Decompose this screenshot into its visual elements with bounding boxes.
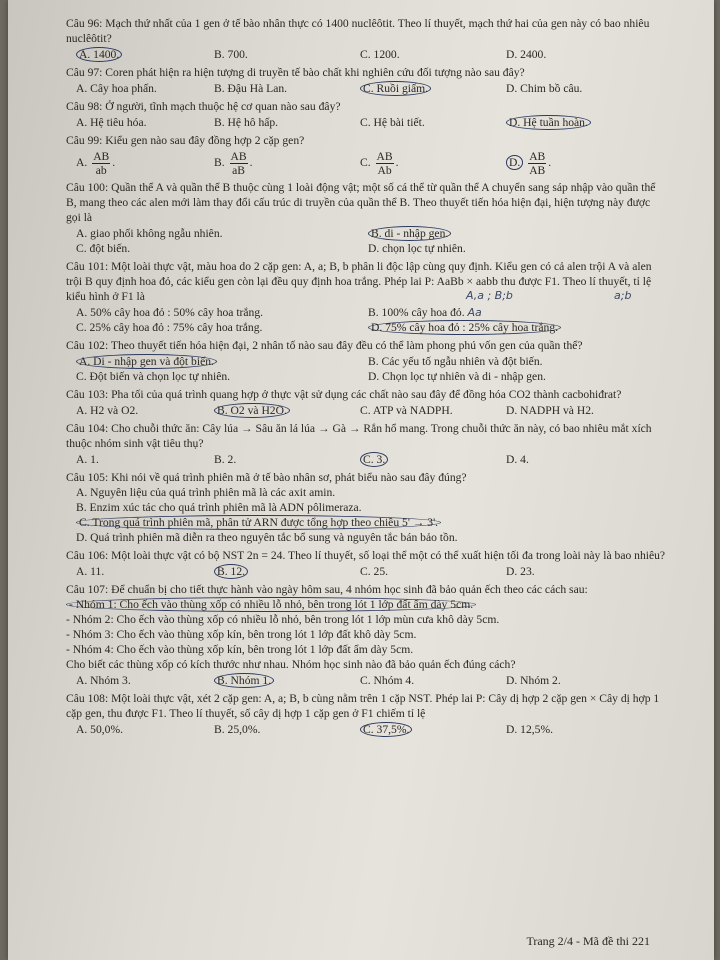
handwritten-note: Aa [467, 306, 482, 319]
option-a[interactable]: A. $\frac{AB}{ab}$ . [76, 150, 116, 177]
option-b[interactable]: B. di - nhập gen. [358, 226, 666, 241]
option-b[interactable]: B. 700. [214, 48, 248, 61]
question-stem: Câu 105: Khi nói về quá trình phiên mã ở tế bào nhân sơ, phát biểu nào sau đây đúng? [66, 471, 467, 484]
question-97 [66, 65, 666, 96]
genotype-fraction: $\frac{AB}{aB}$ [230, 150, 247, 177]
page-footer: Trang 2/4 - Mã đề thi 221 [526, 934, 650, 948]
option-d[interactable]: D. 23. [506, 565, 535, 578]
group-3: - Nhóm 3: Cho ếch vào thùng xốp kín, bên trong lót 1 lớp đất khô dày 5cm. [66, 628, 417, 641]
question-98 [66, 99, 666, 130]
question-108 [66, 691, 666, 737]
question-106 [66, 548, 666, 579]
options [66, 81, 666, 96]
question-102 [66, 338, 666, 384]
option-b[interactable]: B. O2 và H2O. [204, 403, 350, 418]
option-a[interactable]: A. Nguyên liệu của quá trình phiên mã là các axit amin. [76, 486, 336, 499]
option-d[interactable]: D. 75% cây hoa đỏ : 25% cây hoa trắng. [358, 320, 666, 335]
option-c[interactable]: C. Hệ bài tiết. [360, 116, 425, 129]
option-b[interactable]: B. Đậu Hà Lan. [214, 82, 288, 95]
option-b[interactable]: B. 25,0%. [214, 723, 261, 736]
options [66, 403, 666, 418]
option-c[interactable]: C. 3. [350, 452, 496, 467]
options [66, 564, 666, 579]
option-a[interactable]: A. 1. [76, 453, 99, 466]
option-a[interactable]: A. Hệ tiêu hóa. [76, 116, 147, 129]
option-c[interactable]: C. Đột biến và chọn lọc tự nhiên. [76, 370, 231, 383]
option-d[interactable]: D. Quá trình phiên mã diễn ra theo nguyên tắc bổ sung và nguyên tắc bán bảo tồn. [76, 531, 458, 544]
option-c[interactable]: C. ATP và NADPH. [360, 404, 453, 417]
option-d[interactable]: D. 12,5%. [506, 723, 554, 736]
question-stem: Câu 103: Pha tối của quá trình quang hợp ở thực vật sử dụng các chất nào sau đây để đồng hóa CO2 thành cacbohiđrat? [66, 388, 622, 401]
option-d[interactable]: D. $\frac{AB}{AB}$ . [496, 150, 666, 177]
option-c[interactable]: C. 25% cây hoa đỏ : 75% cây hoa trắng. [76, 321, 263, 334]
option-d[interactable]: D. Nhóm 2. [506, 674, 561, 687]
option-c[interactable]: C. đột biến. [76, 242, 131, 255]
option-a[interactable]: A. giao phối không ngẫu nhiên. [76, 227, 223, 240]
option-d[interactable]: D. chọn lọc tự nhiên. [368, 242, 466, 255]
option-d[interactable]: D. 4. [506, 453, 529, 466]
option-b[interactable]: B. 2. [214, 453, 237, 466]
question-stem: Câu 99: Kiểu gen nào sau đây đồng hợp 2 cặp gen? [66, 134, 305, 147]
question-105 [66, 470, 666, 545]
question-list [66, 16, 666, 740]
exam-page [8, 0, 714, 960]
option-c[interactable]: C. 1200. [360, 48, 400, 61]
option-d[interactable]: D. Hệ tuần hoàn. [496, 115, 666, 130]
options [66, 150, 666, 177]
options [66, 305, 666, 335]
question-stem: Câu 107: Để chuẩn bị cho tiết thực hành vào ngày hôm sau, 4 nhóm học sinh đã bảo quản ếch theo các cách sau: [66, 583, 588, 596]
handwritten-note: A,a ; B;b [466, 289, 513, 302]
option-d[interactable]: D. 2400. [506, 48, 547, 61]
question-101 [66, 259, 666, 335]
option-c[interactable]: C. Trong quá trình phiên mã, phân tử ARN được tổng hợp theo chiều 5' → 3'. [66, 515, 666, 530]
options [66, 452, 666, 467]
group-4: - Nhóm 4: Cho ếch vào thùng xốp kín, bên trong lót 1 lớp đất ẩm dày 5cm. [66, 643, 414, 656]
question-stem: Câu 106: Một loài thực vật có bộ NST 2n = 24. Theo lí thuyết, số loại thể một có thể xuất hiện tối đa trong loài này là bao nhiêu? [66, 549, 666, 562]
option-a[interactable]: A. 11. [76, 565, 105, 578]
option-b[interactable]: B. Nhóm 1. [204, 673, 350, 688]
option-b[interactable]: B. $\frac{AB}{aB}$ . [214, 150, 253, 177]
options [66, 673, 666, 688]
question-stem: Câu 102: Theo thuyết tiến hóa hiện đại, 2 nhân tố nào sau đây đều có thể làm phong phú vốn gen của quần thể? [66, 339, 583, 352]
option-b[interactable]: B. Enzim xúc tác cho quá trình phiên mã là ADN pôlimeraza. [76, 501, 362, 514]
group-1: - Nhóm 1: Cho ếch vào thùng xốp có nhiều lỗ nhỏ, bên trong lót 1 lớp đất ẩm dày 5cm. [66, 597, 666, 612]
option-c[interactable]: C. 37,5%. [350, 722, 496, 737]
option-a[interactable]: A. 1400. [66, 47, 204, 62]
question-tail: Cho biết các thùng xốp có kích thước như nhau. Nhóm học sinh nào đã bảo quản ếch đúng cách? [66, 658, 516, 671]
question-stem: Câu 100: Quần thể A và quần thể B thuộc cùng 1 loài động vật; một số cá thể từ quần thể A chuyển sang sáp nhập vào quần thể B, mang theo các alen mới làm thay đổi cấu trúc di truyền của quần thể B. Theo thuyết tiến hóa hiện đại, hiện tượng này được gọi là [66, 181, 656, 224]
option-a[interactable]: A. H2 và O2. [76, 404, 139, 417]
question-stem: Câu 104: Cho chuỗi thức ăn: Cây lúa → Sâu ăn lá lúa → Gà → Rắn hổ mang. Trong chuỗi thức ăn này, có bao nhiêu mắt xích thuộc nhóm sinh vật tiêu thụ? [66, 422, 652, 450]
options [66, 226, 666, 256]
question-stem: Câu 101: Một loài thực vật, màu hoa do 2 cặp gen: A, a; B, b phân li độc lập cùng quy định. Kiểu gen có cả alen trội A và alen trội B quy định hoa đỏ, các kiểu gen còn lại đều quy định hoa trắng. Phép lai P: AaBb × aabb thu được F1. Theo lí thuyết, tỉ lệ kiểu hình ở F1 là [66, 260, 652, 303]
question-100 [66, 180, 666, 256]
option-b[interactable]: B. Hệ hô hấp. [214, 116, 279, 129]
option-c[interactable]: C. Nhóm 4. [360, 674, 415, 687]
question-96 [66, 16, 666, 62]
option-a[interactable]: A. Cây hoa phấn. [76, 82, 157, 95]
question-104 [66, 421, 666, 467]
genotype-fraction: $\frac{AB}{AB}$ [529, 150, 546, 177]
question-stem: Câu 96: Mạch thứ nhất của 1 gen ở tế bào nhân thực có 1400 nuclêôtit. Theo lí thuyết, mạch thứ hai của gen này có bao nhiêu nuclêôtit? [66, 17, 650, 45]
option-c[interactable]: C. $\frac{AB}{Ab}$ . [360, 150, 399, 177]
options [66, 722, 666, 737]
option-b[interactable]: B. Các yếu tố ngẫu nhiên và đột biến. [368, 355, 543, 368]
option-a[interactable]: A. 50% cây hoa đỏ : 50% cây hoa trắng. [76, 306, 264, 319]
question-stem: Câu 97: Coren phát hiện ra hiện tượng di truyền tế bào chất khi nghiên cứu đối tượng nào sau đây? [66, 66, 525, 79]
option-d[interactable]: D. NADPH và H2. [506, 404, 594, 417]
option-b[interactable]: B. 12. [204, 564, 350, 579]
option-c[interactable]: C. Ruồi giấm. [350, 81, 496, 96]
question-107 [66, 582, 666, 688]
option-d[interactable]: D. Chim bồ câu. [506, 82, 583, 95]
handwritten-note: a;b [614, 289, 632, 302]
options [66, 115, 666, 130]
genotype-fraction: $\frac{AB}{ab}$ [93, 150, 110, 177]
question-stem: Câu 108: Một loài thực vật, xét 2 cặp gen: A, a; B, b cùng nằm trên 1 cặp NST. Phép lai P: Cây dị hợp 2 cặp gen × Cây dị hợp 1 cặp gen, thu được F1. Theo lí thuyết, số cây dị hợp 1 cặp gen ở F1 chiếm tỉ lệ [66, 692, 660, 720]
genotype-fraction: $\frac{AB}{Ab}$ [376, 150, 393, 177]
group-2: - Nhóm 2: Cho ếch vào thùng xốp có nhiều lỗ nhỏ, bên trong lót 1 lớp mùn cưa khô dày 5cm. [66, 613, 500, 626]
options [66, 47, 666, 62]
option-d[interactable]: D. Chọn lọc tự nhiên và di - nhập gen. [368, 370, 546, 383]
option-a[interactable]: A. 50,0%. [76, 723, 124, 736]
options [66, 354, 666, 384]
question-stem: Câu 98: Ở người, tĩnh mạch thuộc hệ cơ quan nào sau đây? [66, 100, 341, 113]
question-99 [66, 133, 666, 177]
question-103 [66, 387, 666, 418]
option-a[interactable]: A. Di - nhập gen và đột biến. [66, 354, 358, 369]
option-c[interactable]: C. 25. [360, 565, 389, 578]
option-b[interactable]: B. 100% cây hoa đỏ. Aa [368, 306, 482, 319]
option-a[interactable]: A. Nhóm 3. [76, 674, 131, 687]
